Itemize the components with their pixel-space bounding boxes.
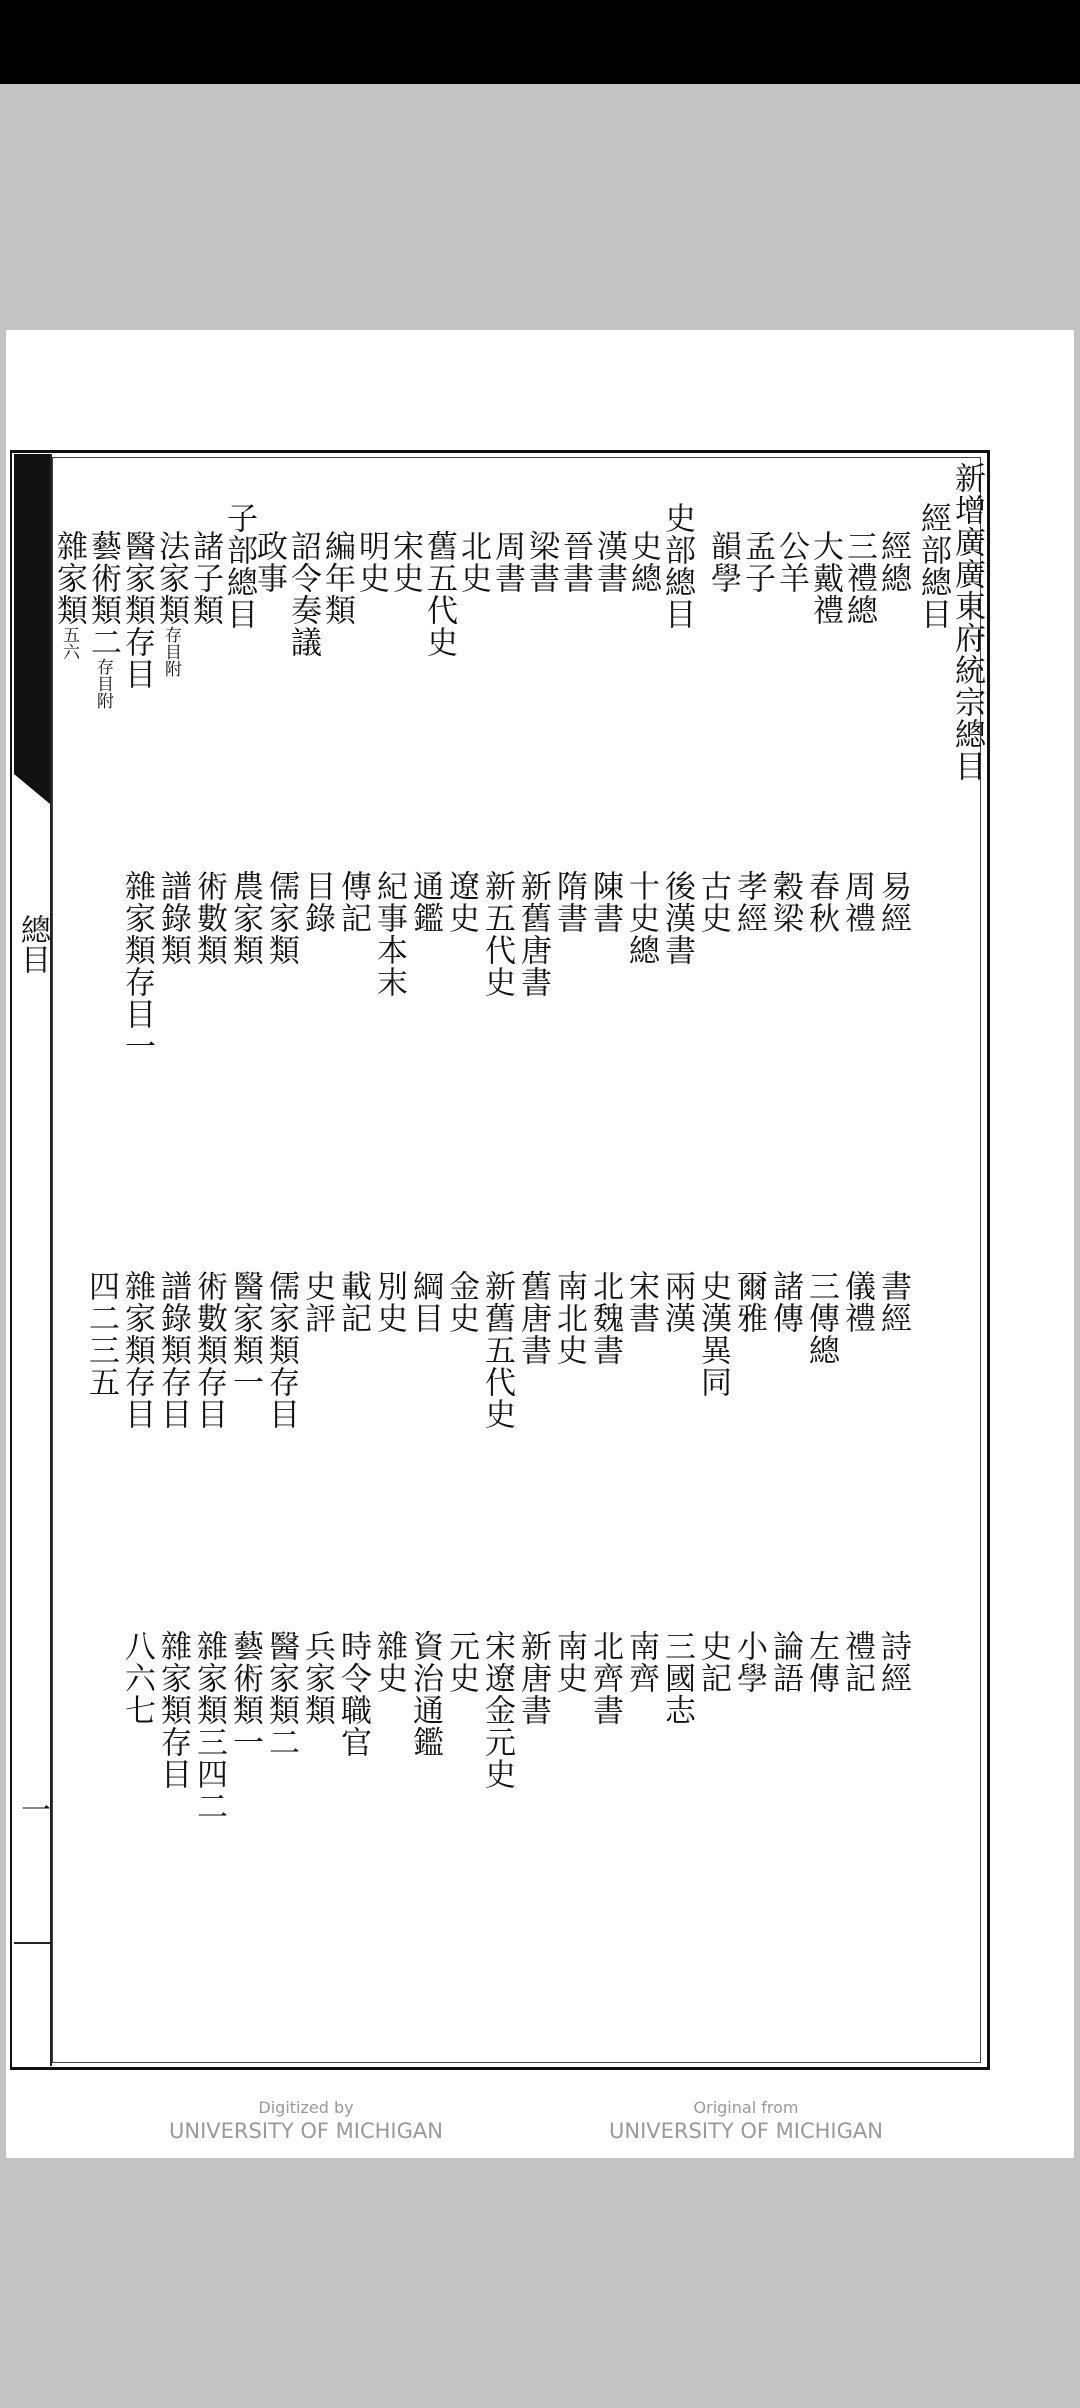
list-item: 北魏書 xyxy=(587,1270,623,1366)
list-item: 孟子 xyxy=(739,530,775,594)
list-item: 宋書 xyxy=(623,1270,659,1334)
list-item: 小學 xyxy=(731,1630,767,1694)
list-item: 儒家類存目 xyxy=(263,1270,299,1430)
list-item: 史評 xyxy=(299,1270,335,1334)
list-item: 術數類 xyxy=(191,870,227,966)
list-item: 晉書 xyxy=(557,530,593,594)
list-item: 後漢書 xyxy=(659,870,695,966)
list-item: 雜家類存目 xyxy=(119,1270,155,1430)
folio-number: 一 xyxy=(15,1794,50,1824)
list-item-note: 存目附 xyxy=(161,626,181,677)
list-item: 左傳 xyxy=(803,1630,839,1694)
list-item: 禮記 xyxy=(839,1630,875,1694)
list-item: 新唐書 xyxy=(515,1630,551,1726)
list-item: 詩經 xyxy=(875,1630,911,1694)
list-item: 遼史 xyxy=(443,870,479,934)
spine-label: 總目 xyxy=(15,914,50,974)
binding-strip xyxy=(14,454,52,2066)
list-item: 孝經 xyxy=(731,870,767,934)
list-item: 法家類存目附 xyxy=(153,530,189,677)
list-item: 大戴禮 xyxy=(807,530,843,626)
list-item: 春秋 xyxy=(803,870,839,934)
list-item: 目錄 xyxy=(299,870,335,934)
list-item: 醫家類一 xyxy=(227,1270,263,1398)
list-item: 雜家類三四二 xyxy=(191,1630,227,1822)
list-item: 別史 xyxy=(371,1270,407,1334)
list-item: 南齊 xyxy=(623,1630,659,1694)
list-item: 漢書 xyxy=(591,530,627,594)
list-item: 史漢異同 xyxy=(695,1270,731,1398)
list-item: 雜家類存目一 xyxy=(119,870,155,1062)
list-item: 南史 xyxy=(551,1630,587,1694)
list-item: 資治通鑑 xyxy=(407,1630,443,1758)
list-item: 舊五代史 xyxy=(421,530,457,658)
list-item: 經總 xyxy=(875,530,911,594)
list-item: 譜錄類存目 xyxy=(155,1270,191,1430)
list-item: 詔令奏議 xyxy=(285,530,321,658)
list-item: 醫家類存目 xyxy=(119,530,155,690)
list-item: 三禮總 xyxy=(841,530,877,626)
list-item-note: 五六 xyxy=(59,626,79,660)
list-item: 兵家類 xyxy=(299,1630,335,1726)
footer-original xyxy=(596,2098,896,2144)
list-item: 農家類 xyxy=(227,870,263,966)
page-frame-inner xyxy=(52,457,981,2063)
list-item: 兩漢 xyxy=(659,1270,695,1334)
list-item: 公羊 xyxy=(773,530,809,594)
list-item: 編年類 xyxy=(319,530,355,626)
list-item: 諸傳 xyxy=(767,1270,803,1334)
footer-label: Digitized by xyxy=(258,2098,354,2117)
list-item: 三傳總 xyxy=(803,1270,839,1366)
footer-label: Original from xyxy=(693,2098,799,2117)
list-item: 元史 xyxy=(443,1630,479,1694)
section-header: 經部總目 xyxy=(915,502,951,630)
footer-institution: UNIVERSITY OF MICHIGAN xyxy=(169,2119,443,2143)
section-header: 子部總目 xyxy=(221,502,257,630)
list-item: 醫家類二 xyxy=(263,1630,299,1758)
spine-rule xyxy=(14,1942,50,1944)
list-item: 四二三五 xyxy=(83,1270,119,1398)
list-item-note: 存目附 xyxy=(93,658,113,709)
list-item: 周書 xyxy=(489,530,525,594)
page-frame xyxy=(10,450,990,2070)
spine-title-block xyxy=(14,454,50,754)
list-item: 史記 xyxy=(695,1630,731,1694)
list-item: 雜家類存目 xyxy=(155,1630,191,1790)
list-item: 爾雅 xyxy=(731,1270,767,1334)
list-item: 儒家類 xyxy=(263,870,299,966)
list-item: 舊唐書 xyxy=(515,1270,551,1366)
list-item: 藝術類二存目附 xyxy=(85,530,121,709)
list-item: 周禮 xyxy=(839,870,875,934)
list-item: 書經 xyxy=(875,1270,911,1334)
list-item: 穀梁 xyxy=(767,870,803,934)
list-item: 金史 xyxy=(443,1270,479,1334)
list-item: 諸子類 xyxy=(187,530,223,626)
list-item: 宋遼金元史 xyxy=(479,1630,515,1790)
list-item: 十史總 xyxy=(623,870,659,966)
scanned-page xyxy=(6,330,1074,2158)
list-item: 政事 xyxy=(251,530,287,594)
section-header: 史部總目 xyxy=(659,502,695,630)
list-item: 古史 xyxy=(695,870,731,934)
list-item: 新舊五代史 xyxy=(479,1270,515,1430)
list-item: 綱目 xyxy=(407,1270,443,1334)
list-item: 時令職官 xyxy=(335,1630,371,1758)
list-item: 梁書 xyxy=(523,530,559,594)
list-item: 北史 xyxy=(455,530,491,594)
list-item: 陳書 xyxy=(587,870,623,934)
list-item: 載記 xyxy=(335,1270,371,1334)
page-title: 新增廣廣東府統宗總目 xyxy=(949,462,985,782)
list-item: 韻學 xyxy=(705,530,741,594)
list-item: 八六七 xyxy=(119,1630,155,1726)
list-item: 儀禮 xyxy=(839,1270,875,1334)
footer-institution: UNIVERSITY OF MICHIGAN xyxy=(609,2119,883,2143)
list-item: 隋書 xyxy=(551,870,587,934)
list-item: 南北史 xyxy=(551,1270,587,1366)
list-item: 術數類存目 xyxy=(191,1270,227,1430)
list-item: 譜錄類 xyxy=(155,870,191,966)
list-item: 史總 xyxy=(625,530,661,594)
list-item: 傳記 xyxy=(335,870,371,934)
list-item: 雜家類五六 xyxy=(51,530,87,660)
list-item: 北齊書 xyxy=(587,1630,623,1726)
list-item: 紀事本末 xyxy=(371,870,407,998)
list-item: 明史 xyxy=(353,530,389,594)
list-item: 新五代史 xyxy=(479,870,515,998)
list-item: 藝術類一 xyxy=(227,1630,263,1758)
list-item: 三國志 xyxy=(659,1630,695,1726)
list-item: 宋史 xyxy=(387,530,423,594)
list-item: 新舊唐書 xyxy=(515,870,551,998)
fish-tail-mark xyxy=(14,754,50,804)
footer-digitized xyxy=(156,2098,456,2144)
list-item: 雜史 xyxy=(371,1630,407,1694)
list-item: 易經 xyxy=(875,870,911,934)
list-item: 論語 xyxy=(767,1630,803,1694)
top-bar xyxy=(0,0,1080,84)
list-item: 通鑑 xyxy=(407,870,443,934)
